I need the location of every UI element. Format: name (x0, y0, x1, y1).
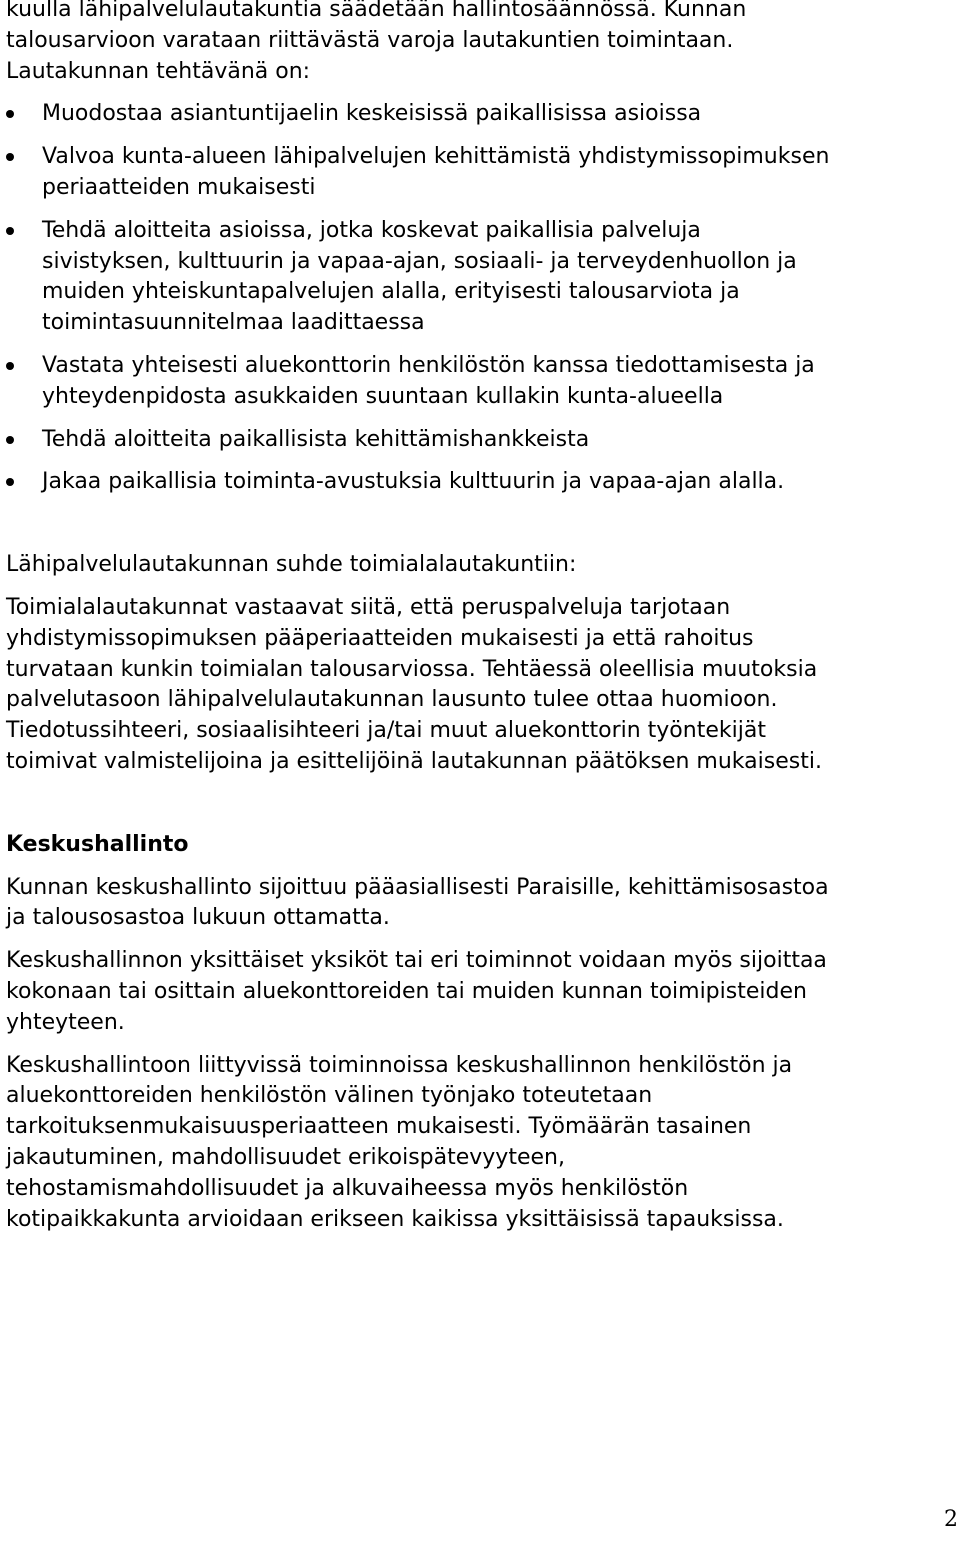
relation-line: palvelutasoon lähipalvelulautakunnan lausunto tulee ottaa huomioon. (6, 687, 778, 713)
central-line: ja talousosastoa lukuun ottamatta. (6, 905, 390, 931)
page-content (6, 0, 958, 1247)
list-item-line: toimintasuunnitelmaa laadittaessa (42, 310, 425, 336)
list-item-line: Valvoa kunta-alueen lähipalvelujen kehittämistä yhdistymissopimuksen (42, 144, 830, 170)
list-item-line: Tehdä aloitteita asioissa, jotka koskevat paikallisia palveluja (42, 217, 701, 243)
bullet-icon (6, 153, 14, 161)
central-line: tehostamismahdollisuudet ja alkuvaiheessa myös henkilöstön (6, 1175, 689, 1201)
bullet-icon (6, 227, 14, 235)
central-line: Keskushallintoon liittyvissä toiminnoissa keskushallinnon henkilöstön ja (6, 1052, 793, 1078)
list-item-line: Tehdä aloitteita paikallisista kehittämishankkeista (42, 426, 590, 452)
duties-list (6, 99, 958, 498)
section-heading: Keskushallinto (6, 831, 189, 857)
bullet-icon (6, 362, 14, 370)
list-item (6, 142, 958, 204)
intro-line: talousarvioon varataan riittävästä varoja lautakuntien toimintaan. (6, 27, 734, 53)
central-paragraph (6, 1051, 958, 1236)
central-line: yhteyteen. (6, 1009, 125, 1035)
central-paragraph (6, 873, 958, 935)
intro-paragraph (6, 0, 958, 87)
bullet-icon (6, 110, 14, 118)
list-item-line: Muodostaa asiantuntijaelin keskeisissä paikallisissa asioissa (42, 101, 702, 127)
intro-line: Lautakunnan tehtävänä on: (6, 58, 311, 84)
list-item (6, 99, 958, 130)
list-item-line: periaatteiden mukaisesti (42, 174, 316, 200)
relation-line: toimivat valmistelijoina ja esittelijöinä lautakunnan päätöksen mukaisesti. (6, 748, 822, 774)
central-line: Keskushallinnon yksittäiset yksiköt tai eri toiminnot voidaan myös sijoittaa (6, 948, 827, 974)
section-spacer (6, 790, 958, 830)
list-item-line: sivistyksen, kulttuurin ja vapaa-ajan, sosiaali- ja terveydenhuollon ja (42, 248, 797, 274)
relation-paragraph (6, 593, 958, 778)
list-item (6, 351, 958, 413)
list-item (6, 425, 958, 456)
bullet-icon (6, 436, 14, 444)
page-number: 2 (944, 1507, 958, 1532)
central-paragraph (6, 946, 958, 1038)
relation-line: turvataan kunkin toimialan talousarviossa. Tehtäessä oleellisia muutoksia (6, 656, 818, 682)
central-line: Kunnan keskushallinto sijoittuu pääasiallisesti Paraisille, kehittämisosastoa (6, 874, 829, 900)
bullet-icon (6, 478, 14, 486)
intro-line: kuulla lähipalvelulautakuntia säädetään hallintosäännössä. Kunnan (6, 0, 747, 22)
list-item (6, 216, 958, 339)
relation-line: yhdistymissopimuksen pääperiaatteiden mukaisesti ja että rahoitus (6, 625, 754, 651)
list-item (6, 467, 958, 498)
section-spacer (6, 510, 958, 550)
list-item-line: Jakaa paikallisia toiminta-avustuksia kulttuurin ja vapaa-ajan alalla. (42, 469, 785, 495)
central-line: aluekonttoreiden henkilöstön välinen työnjako toteutetaan (6, 1083, 653, 1109)
central-line: kokonaan tai osittain aluekonttoreiden tai muiden kunnan toimipisteiden (6, 978, 807, 1004)
relation-label: Lähipalvelulautakunnan suhde toimialalautakuntiin: (6, 552, 577, 578)
relation-line: Tiedotussihteeri, sosiaalisihteeri ja/tai muut aluekonttorin työntekijät (6, 718, 766, 744)
list-item-line: Vastata yhteisesti aluekonttorin henkilöstön kanssa tiedottamisesta ja (42, 352, 815, 378)
central-line: tarkoituksenmukaisuusperiaatteen mukaisesti. Työmäärän tasainen (6, 1114, 752, 1140)
list-item-line: muiden yhteiskuntapalvelujen alalla, erityisesti talousarviota ja (42, 279, 740, 305)
central-line: jakautuminen, mahdollisuudet erikoispätevyyteen, (6, 1144, 565, 1170)
central-line: kotipaikkakunta arvioidaan erikseen kaikissa yksittäisissä tapauksissa. (6, 1206, 784, 1232)
list-item-line: yhteydenpidosta asukkaiden suuntaan kullakin kunta-alueella (42, 383, 724, 409)
relation-line: Toimialalautakunnat vastaavat siitä, että peruspalveluja tarjotaan (6, 594, 731, 620)
